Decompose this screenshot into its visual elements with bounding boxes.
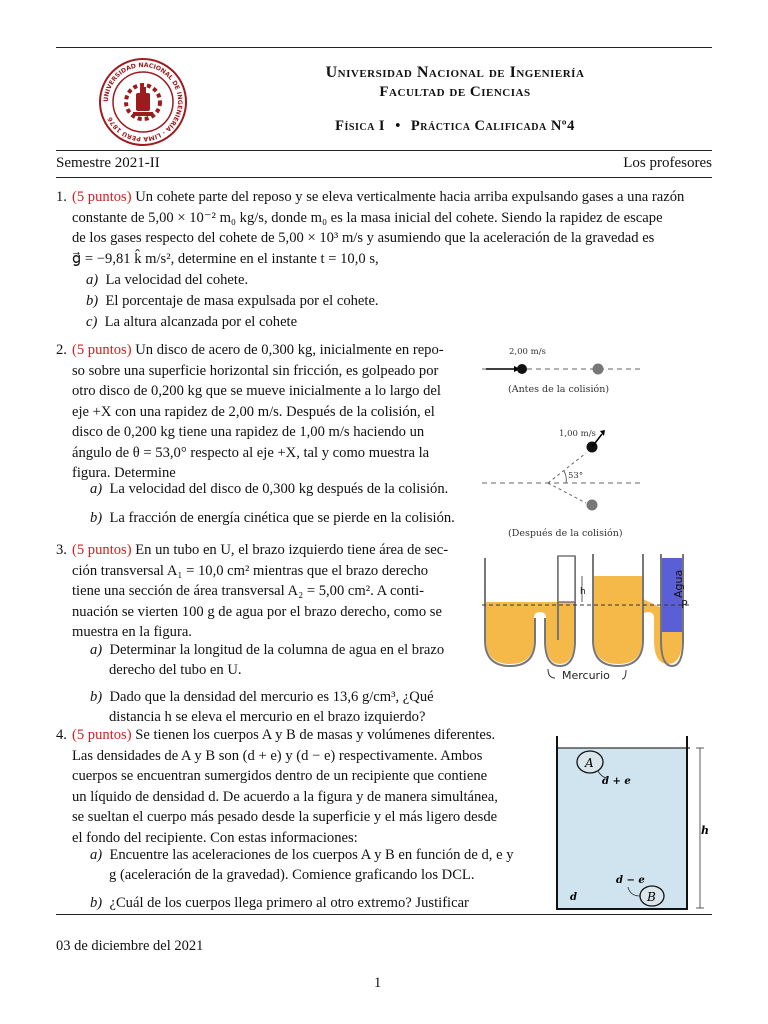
question-text-line: tiene una sección de área transversal A₂ = 5,00 cm². A conti- bbox=[72, 583, 425, 599]
question-number: 2. bbox=[56, 342, 67, 358]
mercurio-label: Mercurio bbox=[562, 669, 610, 682]
speed-after-label: 1,00 m/s bbox=[559, 429, 596, 439]
sub-item bbox=[90, 845, 514, 866]
sub-item-text: ¿Cuál de los cuerpos llega primero al otro extremo? Justificar bbox=[109, 895, 469, 911]
sub-item bbox=[90, 687, 434, 708]
question-text-line: ción transversal A₁ = 10,0 cm² mientras que el brazo derecho bbox=[72, 562, 429, 579]
question-text-line: figura. Determine bbox=[72, 465, 176, 481]
density-b-label: d − e bbox=[616, 875, 645, 886]
question-text-line: muestra en la figura. bbox=[72, 624, 192, 640]
caption-before: (Antes de la colisión) bbox=[508, 384, 610, 395]
sub-item-label: b) bbox=[90, 895, 103, 911]
mercury-right-fill bbox=[594, 576, 644, 608]
question-text-line: nuación se vierten 100 g de agua por el brazo derecho, como se bbox=[72, 603, 442, 620]
question-text-line: Las densidades de A y B son (d + e) y (d − e) respectivamente. Ambos bbox=[72, 747, 483, 764]
sub-item-label: a) bbox=[90, 481, 103, 497]
sub-item-label: a) bbox=[90, 642, 103, 658]
question-number: 3. bbox=[56, 542, 67, 558]
points-label: (5 puntos) bbox=[72, 542, 132, 558]
container-figure bbox=[556, 730, 718, 912]
question-text-line: Un cohete parte del reposo y se eleva verticalmente hacia arriba expulsando gases a una razón bbox=[135, 189, 685, 205]
h-label: h bbox=[580, 587, 586, 597]
sub-item-label: c) bbox=[86, 314, 98, 330]
height-label: h bbox=[701, 824, 709, 837]
question-text-line: Se tienen los cuerpos A y B de masas y volúmenes diferentes. bbox=[135, 727, 496, 743]
logo-text: UNIVERSIDAD NACIONAL DE INGENIERÍA · LIMA PERÚ 1876 bbox=[102, 61, 184, 143]
p-label: P bbox=[681, 598, 688, 611]
question-text-line: se sueltan el cuerpo más pesado desde la superficie y el más ligero desde bbox=[72, 809, 498, 825]
disc-300g bbox=[593, 364, 604, 375]
sub-item-text: Determinar la longitud de la columna de agua en el brazo bbox=[109, 642, 445, 658]
sub-item bbox=[86, 312, 297, 333]
liquid-density-label: d bbox=[570, 892, 577, 903]
sub-item bbox=[86, 291, 379, 312]
collision-figure bbox=[482, 340, 642, 542]
sub-item-text: La velocidad del disco de 0,300 kg después de la colisión. bbox=[109, 481, 449, 497]
question-text-line: cuerpos se encuentran sumergidos dentro de un recipiente que contiene bbox=[72, 768, 488, 784]
page-number: 1 bbox=[374, 975, 382, 991]
sub-item-text: distancia h se eleva el mercurio en el brazo izquierdo? bbox=[109, 709, 426, 725]
sub-item-label: b) bbox=[90, 510, 103, 526]
question-text-line: un líquido de densidad d. De acuerdo a la figura y de manera simultánea, bbox=[72, 788, 498, 805]
sub-item-text: La fracción de energía cinética que se pierde en la colisión. bbox=[109, 510, 455, 526]
sub-item-text: Dado que la densidad del mercurio es 13,6 g/cm³, ¿Qué bbox=[109, 689, 434, 705]
agua-label: Agua bbox=[672, 569, 685, 598]
authors: Los profesores bbox=[623, 155, 712, 171]
mercury-left-tube bbox=[486, 602, 574, 664]
sub-item-label: a) bbox=[90, 847, 103, 863]
question-text-line: de los gases respecto del cohete de 5,00 × 10³ m/s y asumiendo que la aceleración de la gravedad es bbox=[72, 230, 655, 246]
density-a-label: d + e bbox=[602, 776, 631, 787]
sub-item-label: b) bbox=[90, 689, 103, 705]
sub-item-text: La altura alcanzada por el cohete bbox=[104, 314, 298, 330]
question-number: 1. bbox=[56, 189, 67, 205]
caption-after: (Después de la colisión) bbox=[508, 528, 623, 539]
top-rule bbox=[56, 47, 712, 48]
sub-item bbox=[90, 479, 448, 500]
points-label: (5 puntos) bbox=[72, 342, 132, 358]
curved-arrow-icon bbox=[548, 669, 555, 678]
meta-rule bbox=[56, 177, 712, 178]
question-text-line: otro disco de 0,200 kg que se mueve inicialmente a lo largo del bbox=[72, 383, 441, 399]
question-text-line: En un tubo en U, el brazo izquierdo tiene área de sec- bbox=[135, 542, 449, 558]
sub-item bbox=[86, 270, 248, 291]
left-arm-right-tube bbox=[558, 556, 575, 602]
question-number: 4. bbox=[56, 727, 67, 743]
question-text-line: eje +X con una rapidez de 2,00 m/s. Después de la colisión, el bbox=[72, 403, 435, 420]
body-a-label: A bbox=[585, 756, 594, 770]
semester: Semestre 2021-II bbox=[56, 155, 160, 171]
question-text-line: ángulo de θ = 53,0° respecto al eje +X, tal y como muestra la bbox=[72, 444, 430, 461]
footer-rule bbox=[56, 914, 712, 915]
disc-200g bbox=[517, 364, 527, 374]
question-text-line: g⃗ = −9,81 k̂ m/s², determine en el instante t = 10,0 s, bbox=[72, 250, 379, 267]
header-rule bbox=[56, 150, 712, 151]
disc-300g-after bbox=[587, 500, 598, 511]
curved-arrow-icon bbox=[622, 670, 626, 679]
points-label: (5 puntos) bbox=[72, 727, 132, 743]
angle-label: 53° bbox=[568, 471, 584, 481]
question-text-line: constante de 5,00 × 10⁻² m₀ kg/s, donde m₀ es la masa inicial del cohete. Siendo la rapidez de escape bbox=[72, 209, 663, 226]
sub-item-text: La velocidad del cohete. bbox=[105, 272, 249, 288]
question-text-line: disco de 0,200 kg tiene una rapidez de 1,00 m/s haciendo un bbox=[72, 424, 425, 440]
university-logo-seal bbox=[98, 57, 188, 147]
trajectory-b bbox=[548, 483, 586, 503]
question-text-line: Un disco de acero de 0,300 kg, inicialmente en repo- bbox=[135, 342, 444, 358]
sub-item-label: b) bbox=[86, 293, 99, 309]
sub-item bbox=[90, 640, 444, 661]
question-text-line: el fondo del recipiente. Con estas informaciones: bbox=[72, 829, 358, 846]
sub-item-label: a) bbox=[86, 272, 99, 288]
date: 03 de diciembre del 2021 bbox=[56, 938, 204, 954]
exam-name: Práctica Calificada Nº4 bbox=[410, 118, 575, 134]
sub-item bbox=[90, 508, 455, 529]
course-name: Física I bbox=[335, 118, 386, 134]
sub-item bbox=[90, 893, 469, 914]
university-name: Universidad Nacional de Ingeniería bbox=[325, 64, 585, 81]
sub-item-text: derecho del tubo en U. bbox=[109, 662, 242, 678]
sub-item-text: Encuentre las aceleraciones de los cuerpos A y B en función de d, e y bbox=[109, 847, 514, 863]
speed-before-label: 2,00 m/s bbox=[509, 347, 546, 357]
question-text-line: so sobre una superficie horizontal sin fricción, es golpeado por bbox=[72, 362, 439, 379]
faculty-name: Facultad de Ciencias bbox=[379, 84, 531, 100]
angle-arc bbox=[564, 471, 566, 483]
exam-title bbox=[205, 118, 705, 135]
u-tube-figure bbox=[482, 548, 696, 690]
body-b-label: B bbox=[647, 890, 656, 904]
sub-item-text: g (aceleración de la gravedad). Comience graficando los DCL. bbox=[109, 867, 475, 883]
sub-item-text: El porcentaje de masa expulsada por el cohete. bbox=[105, 293, 379, 309]
points-label: (5 puntos) bbox=[72, 189, 132, 205]
title-separator: • bbox=[395, 118, 401, 134]
